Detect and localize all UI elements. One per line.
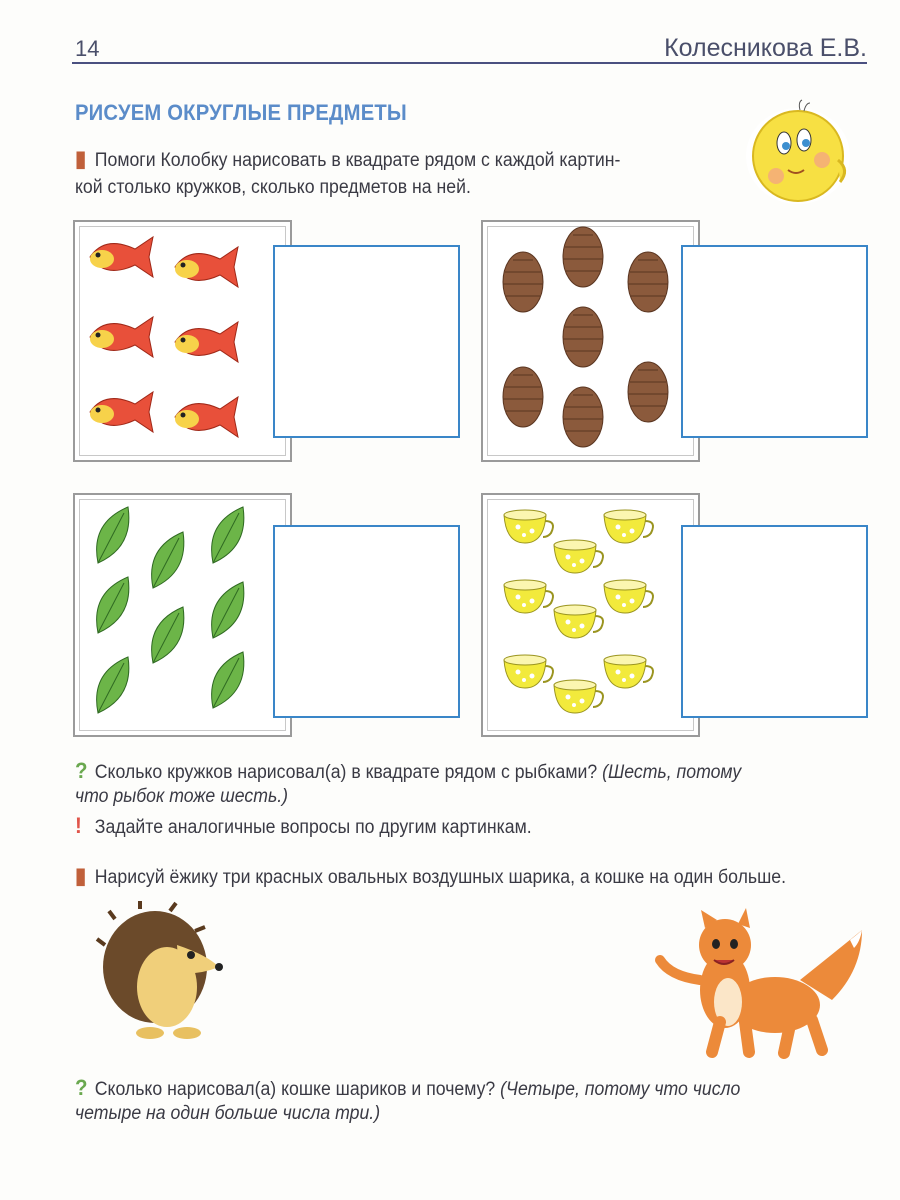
cat-illustration — [650, 910, 870, 1065]
leaf-picture — [75, 495, 290, 735]
cup-icon — [604, 510, 653, 543]
fish-icon — [175, 322, 238, 362]
kolobok-illustration — [740, 98, 860, 213]
pine-cone-icon — [563, 307, 603, 367]
cup-icon — [554, 540, 603, 573]
fish-icon — [90, 317, 153, 357]
pine-cone-icon — [563, 387, 603, 447]
fish-icon — [90, 392, 153, 432]
task1-line1 — [75, 144, 620, 175]
page-title: РИСУЕМ ОКРУГЛЫЕ ПРЕДМЕТЫ — [75, 100, 407, 125]
hedgehog-icon — [95, 905, 235, 1045]
fish-answer-box[interactable] — [273, 245, 460, 438]
cup-icon — [604, 580, 653, 613]
pine-cone-icon — [503, 367, 543, 427]
leaf-picture-panel — [73, 493, 292, 737]
leaf-icon — [97, 657, 129, 713]
pencil-icon: ▮ — [75, 863, 87, 888]
pinecone-answer-box[interactable] — [681, 245, 868, 438]
task2-line — [75, 861, 786, 892]
pine-cone-icon — [628, 362, 668, 422]
task1-line2: кой столько кружков, сколько предметов на ней. — [75, 177, 471, 198]
fish-picture-panel — [73, 220, 292, 462]
cat-icon — [650, 910, 870, 1060]
question2-answer-cont: четыре на один больше числа три.) — [75, 1103, 381, 1124]
question2-answer: (Четыре, потому что число — [500, 1079, 741, 1100]
leaf-icon — [212, 652, 244, 708]
leaf-icon — [97, 577, 129, 633]
leaf-icon — [212, 582, 244, 638]
page-number: 14 — [75, 36, 100, 61]
pinecone-picture-panel — [481, 220, 700, 462]
question2-text: Сколько нарисовал(а) кошке шариков и почему? — [94, 1079, 496, 1100]
pine-cone-icon — [628, 252, 668, 312]
question1-answer: (Шесть, потому — [602, 762, 742, 783]
cup-icon — [504, 580, 553, 613]
pencil-icon: ▮ — [75, 146, 87, 171]
cup-icon — [554, 605, 603, 638]
cup-icon — [504, 655, 553, 688]
pine-cone-icon — [563, 227, 603, 287]
leaf-icon — [212, 507, 244, 563]
pine-cone-picture — [483, 222, 698, 460]
leaf-icon — [97, 507, 129, 563]
note1-text: Задайте аналогичные вопросы по другим картинкам. — [94, 817, 532, 838]
kolobok-icon — [740, 98, 860, 208]
author: Колесникова Е.В. — [664, 34, 867, 62]
header-rule — [72, 62, 867, 64]
cup-picture — [483, 495, 698, 735]
task1-text: Помоги Колобку нарисовать в квадрате рядом с каждой картин- — [94, 150, 621, 171]
cup-picture-panel — [481, 493, 700, 737]
fish-icon — [175, 397, 238, 437]
cup-answer-box[interactable] — [681, 525, 868, 718]
leaf-answer-box[interactable] — [273, 525, 460, 718]
leaf-icon — [152, 532, 184, 588]
fish-icon — [175, 247, 238, 287]
exclamation-icon: ! — [75, 813, 82, 838]
question1-text: Сколько кружков нарисовал(а) в квадрате рядом с рыбками? — [94, 762, 598, 783]
question-mark-icon: ? — [75, 1075, 88, 1100]
hedgehog-illustration — [95, 905, 235, 1050]
cup-icon — [604, 655, 653, 688]
fish-picture — [75, 222, 290, 460]
leaf-icon — [152, 607, 184, 663]
note1-line — [75, 811, 532, 842]
question1-answer-cont: что рыбок тоже шесть.) — [75, 786, 289, 807]
cup-icon — [504, 510, 553, 543]
cup-icon — [554, 680, 603, 713]
task2-text: Нарисуй ёжику три красных овальных воздушных шарика, а кошке на один больше. — [94, 867, 787, 888]
fish-icon — [90, 237, 153, 277]
question-mark-icon: ? — [75, 758, 88, 783]
pine-cone-icon — [503, 252, 543, 312]
